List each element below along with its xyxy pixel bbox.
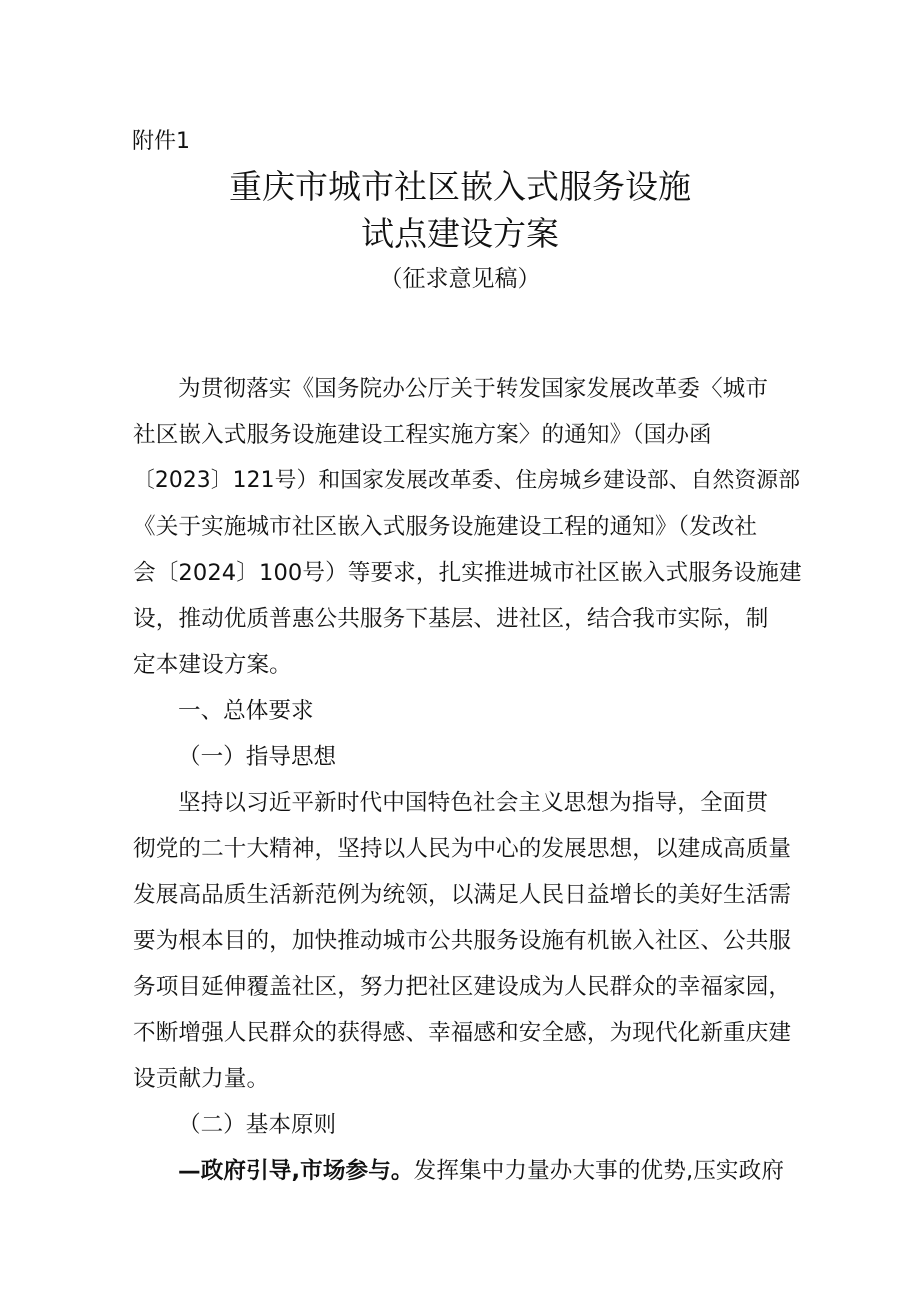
intro-line-3: 〔2023〕121号）和国家发展改革委、住房城乡建设部、自然资源部 — [133, 468, 801, 493]
intro-line-4: 《关于实施城市社区嵌入式服务设施建设工程的通知》（发改社 — [133, 514, 758, 540]
guiding-line-6: 不断增强人民群众的获得感、幸福感和安全感，为现代化新重庆建 — [133, 1020, 792, 1046]
principle-line — [178, 1153, 784, 1185]
intro-line-5: 会〔2024〕100号）等要求，扎实推进城市社区嵌入式服务设施建 — [133, 560, 802, 586]
intro-line-2: 社区嵌入式服务设施建设工程实施方案〉的通知》（国办函 — [133, 422, 712, 448]
subsection-heading-2: （二）基本原则 — [178, 1112, 337, 1138]
section-heading-1: 一、总体要求 — [178, 698, 314, 724]
intro-line-1: 为贯彻落实《国务院办公厅关于转发国家发展改革委〈城市 — [178, 376, 769, 402]
intro-line-6: 设，推动优质普惠公共服务下基层、进社区，结合我市实际，制 — [133, 606, 769, 632]
attachment-label: 附件1 — [132, 129, 190, 154]
document-title-line-2: 试点建设方案 — [361, 214, 559, 253]
guiding-line-2: 彻党的二十大精神，坚持以人民为中心的发展思想，以建成高质量 — [133, 836, 792, 862]
subsection-heading-1: （一）指导思想 — [178, 744, 337, 770]
guiding-line-4: 要为根本目的，加快推动城市公共服务设施有机嵌入社区、公共服 — [133, 928, 792, 954]
principle-text: 发挥集中力量办大事的优势,压实政府 — [413, 1158, 785, 1184]
intro-line-7: 定本建设方案。 — [133, 652, 292, 678]
principle-title: —政府引导,市场参与。 — [178, 1158, 414, 1184]
guiding-line-3: 发展高品质生活新范例为统领，以满足人民日益增长的美好生活需 — [133, 882, 792, 908]
document-title-line-1: 重庆市城市社区嵌入式服务设施 — [229, 167, 691, 206]
guiding-line-1: 坚持以习近平新时代中国特色社会主义思想为指导，全面贯 — [178, 790, 769, 816]
guiding-line-5: 务项目延伸覆盖社区，努力把社区建设成为人民群众的幸福家园， — [133, 974, 792, 1000]
document-subtitle: （征求意见稿） — [379, 266, 541, 292]
guiding-line-7: 设贡献力量。 — [133, 1066, 270, 1092]
